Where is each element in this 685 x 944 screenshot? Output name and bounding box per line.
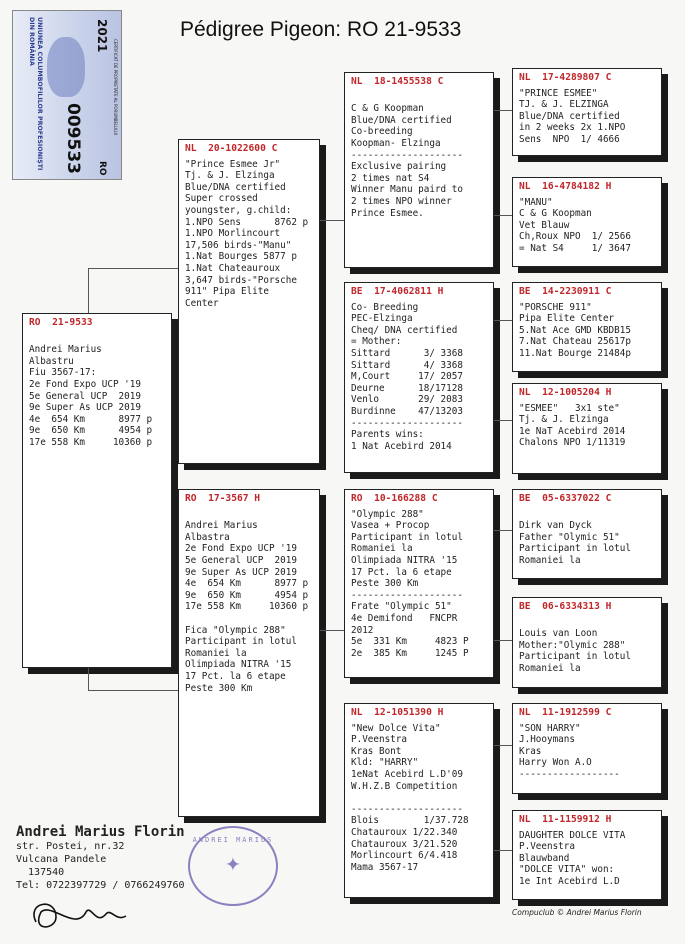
card-line: = Nat S4 1/ 3647 — [519, 242, 631, 254]
card-line: -------------------- — [351, 149, 463, 161]
pedigree-connector — [494, 420, 512, 421]
pedigree-card — [344, 703, 494, 898]
footer-credit: Compuclub © Andrei Marius Florin — [512, 908, 642, 917]
card-line: Harry Won A.O — [519, 757, 592, 769]
card-line: Prince Esmee. — [351, 207, 424, 219]
owner-name: Andrei Marius Florin — [16, 824, 185, 840]
card-line: Burdinne 47/13203 — [351, 405, 463, 417]
owner-line: Tel: 0722397729 / 0766249760 — [16, 880, 185, 891]
card-line: -------------------- — [351, 417, 463, 429]
card-line: 7.Nat Chateau 25617p — [519, 336, 631, 348]
ring-number: RO 21-9533 — [29, 317, 93, 328]
pedigree-card — [512, 282, 662, 372]
pedigree-card — [512, 68, 662, 156]
ring-number: BE 05-6337022 C — [519, 493, 612, 504]
card-line: Peste 300 Km — [351, 578, 419, 590]
card-line: Mama 3567-17 — [351, 861, 419, 873]
card-line: Olimpiada NITRA '15 — [351, 554, 458, 566]
card-line: youngster, g.child: — [185, 204, 292, 216]
card-line: Father "Olymic 51" — [519, 531, 620, 543]
pedigree-connector — [88, 268, 89, 313]
card-line: 3,647 birds-"Porsche — [185, 274, 297, 286]
card-line: = Mother: — [351, 336, 402, 348]
card-line: 2012 — [351, 624, 374, 636]
card-line: Participant in lotul — [519, 543, 631, 555]
ring-number: RO 10-166288 C — [351, 493, 438, 504]
card-line: 1.Nat Chateauroux — [185, 262, 281, 274]
card-line: "PORSCHE 911" — [519, 301, 592, 313]
stamp-org: UNIUNEA COLUMBOFILILOR PROFESIONIȘTI DIN ROMÂNIA — [28, 17, 43, 171]
pedigree-card — [178, 139, 320, 464]
ring-number: NL 12-1051390 H — [351, 707, 444, 718]
card-line: "SON HARRY" — [519, 722, 581, 734]
ring-number: BE 14-2230911 C — [519, 286, 612, 297]
card-line: "Prince Esmee Jr" — [185, 158, 281, 170]
card-line: 2e Fond Expo UCP '19 — [29, 378, 141, 390]
card-line: Blue/DNA certified — [519, 110, 620, 122]
card-line: Kras — [519, 745, 542, 757]
ring-number: NL 11-1159912 H — [519, 814, 612, 825]
ring-number: BE 06-6334313 H — [519, 601, 612, 612]
ring-number: RO 17-3567 H — [185, 493, 261, 504]
card-line: 1.Nat Bourges 5877 p — [185, 251, 297, 263]
card-line: 4e 654 Km 8977 p — [185, 578, 309, 590]
card-line: Vasea + Procop — [351, 520, 430, 532]
card-line: DAUGHTER DOLCE VITA — [519, 829, 626, 841]
card-line: Deurne 18/17128 — [351, 382, 463, 394]
card-line: Center — [185, 297, 219, 309]
card-line: Kras Bont — [351, 745, 402, 757]
card-line: 1eNat Acebird L.D'09 — [351, 768, 463, 780]
card-line: Parents wins: — [351, 429, 424, 441]
card-line: PEC-Elzinga — [351, 313, 413, 325]
card-line: Albastru — [29, 355, 74, 367]
pedigree-card — [512, 597, 662, 688]
card-line: ------------------ — [519, 768, 620, 780]
stamp-prefix: RO — [97, 161, 107, 176]
pedigree-card — [512, 703, 662, 794]
card-line: Cheq/ DNA certified — [351, 324, 458, 336]
pedigree-connector — [494, 745, 512, 746]
card-line: 17e 558 Km 10360 p — [29, 436, 153, 448]
pedigree-connector — [320, 220, 344, 221]
card-line: 2 times nat S4 — [351, 172, 430, 184]
card-line: Participant in lotul — [185, 636, 297, 648]
card-line: 17 Pct. la 6 etape — [185, 670, 286, 682]
pedigree-card — [344, 72, 494, 268]
ring-number: NL 16-4784182 H — [519, 181, 612, 192]
owner-seal — [188, 826, 278, 906]
card-line: Romaniei la — [519, 554, 581, 566]
card-line: Peste 300 Km — [185, 682, 253, 694]
card-line: Kld: "HARRY" — [351, 757, 419, 769]
pedigree-card — [512, 810, 662, 900]
seal-text: ANDREI MARIUS — [192, 836, 274, 844]
card-line — [351, 92, 487, 104]
card-line: Tj. & J. Elzinga — [185, 170, 275, 182]
card-line: Fiu 3567-17: — [29, 367, 97, 379]
card-line: 1 Nat Acebird 2014 — [351, 440, 452, 452]
pedigree-connector — [88, 268, 178, 269]
card-line: 9e 650 Km 4954 p — [185, 589, 309, 601]
card-line: 11.Nat Bourge 21484p — [519, 347, 631, 359]
pedigree-card — [344, 489, 494, 678]
card-line: Venlo 29/ 2083 — [351, 394, 463, 406]
card-line: Fica "Olympic 288" — [185, 624, 286, 636]
card-line: Koopman- Elzinga — [351, 137, 441, 149]
card-line: 9e Super As UCP 2019 — [29, 402, 141, 414]
card-line: "PRINCE ESMEE" — [519, 87, 598, 99]
pedigree-card — [344, 282, 494, 473]
card-line: Andrei Marius — [29, 344, 102, 356]
card-line: Sens NPO 1/ 4666 — [519, 133, 620, 145]
card-line: W.H.Z.B Competition — [351, 780, 458, 792]
card-line: Chatauroux 1/22.340 — [351, 826, 458, 838]
card-line: TJ. & J. ELZINGA — [519, 99, 609, 111]
card-line: 2e 385 Km 1245 P — [351, 647, 469, 659]
card-line: Blue/DNA certified — [351, 114, 452, 126]
card-line: Romaniei la — [519, 662, 581, 674]
card-line: 17e 558 Km 10360 p — [185, 601, 309, 613]
pedigree-connector — [88, 668, 89, 690]
card-line: Louis van Loon — [519, 628, 598, 640]
card-line: P.Veenstra — [351, 734, 407, 746]
card-line: 1.NPO Sens 8762 p — [185, 216, 309, 228]
card-line: Blauwband — [519, 852, 570, 864]
card-line: P.Veenstra — [519, 841, 575, 853]
card-line: 17 Pct. la 6 etape — [351, 566, 452, 578]
card-line: Co-breeding — [351, 126, 413, 138]
card-line: "ESMEE" 3x1 ste" — [519, 402, 620, 414]
card-line: Pipa Elite Center — [519, 313, 615, 325]
pedigree-connector — [494, 215, 512, 216]
pedigree-card — [178, 489, 320, 817]
stamp-serial: 009533 — [63, 103, 83, 174]
pedigree-connector — [494, 110, 512, 111]
card-line: 4e 654 Km 8977 p — [29, 413, 153, 425]
card-line: "DOLCE VITA" won: — [519, 864, 615, 876]
card-line: Romaniei la — [351, 543, 413, 555]
pedigree-connector — [88, 690, 178, 691]
pedigree-connector — [494, 640, 512, 641]
card-line: M,Court 17/ 2057 — [351, 371, 463, 383]
stamp-cert: CERTIFICAT DE PROPRIETATE AL PORUMBELULUI — [113, 39, 118, 136]
card-line: 5e 331 Km 4823 P — [351, 636, 469, 648]
card-line: -------------------- — [351, 803, 463, 815]
card-line: Vet Blauw — [519, 219, 570, 231]
card-line: "New Dolce Vita" — [351, 722, 441, 734]
card-line: 17,506 birds-"Manu" — [185, 239, 292, 251]
card-line: Exclusive pairing — [351, 161, 447, 173]
card-line: 4e Demifond FNCPR — [351, 612, 458, 624]
card-line: Super crossed — [185, 193, 258, 205]
pedigree-connector — [494, 850, 512, 851]
card-line: in 2 weeks 2x 1.NPO — [519, 122, 626, 134]
card-line: C & G Koopman — [351, 103, 424, 115]
card-line: Participant in lotul — [519, 651, 631, 663]
owner-block — [16, 824, 185, 938]
pedigree-card — [22, 313, 172, 668]
pedigree-connector — [320, 630, 344, 631]
pedigree-card — [512, 489, 662, 579]
card-line: 2e Fond Expo UCP '19 — [185, 543, 297, 555]
card-line: 1.NPO Morlincourt — [185, 228, 281, 240]
ring-number: NL 20-1022600 C — [185, 143, 278, 154]
card-line: 9e Super As UCP 2019 — [185, 566, 297, 578]
card-line: 911" Pipa Elite — [185, 286, 269, 298]
ring-number: NL 18-1455538 C — [351, 76, 444, 87]
card-line: Sittard 3/ 3368 — [351, 347, 463, 359]
card-line: Albastra — [185, 531, 230, 543]
card-line: "MANU" — [519, 196, 553, 208]
card-line: Mother:"Olymic 288" — [519, 639, 626, 651]
ring-number: NL 12-1005204 H — [519, 387, 612, 398]
card-line: Olimpiada NITRA '15 — [185, 659, 292, 671]
card-line: Morlincourt 6/4.418 — [351, 850, 458, 862]
card-line: Blois 1/37.728 — [351, 815, 469, 827]
card-line: 5.Nat Ace GMD KBDB15 — [519, 324, 631, 336]
card-line: Ch,Roux NPO 1/ 2566 — [519, 231, 631, 243]
seal-pigeon-icon: ✦ — [225, 848, 241, 878]
owner-line: str. Postei, nr.32 — [16, 841, 125, 852]
card-line: Andrei Marius — [185, 520, 258, 532]
owner-line: Vulcana Pandele — [16, 854, 107, 865]
owner-line: 137540 — [16, 867, 65, 878]
pedigree-card — [512, 177, 662, 267]
certificate-stamp — [12, 10, 122, 180]
card-line: C & G Koopman — [519, 208, 592, 220]
page-title: Pédigree Pigeon: RO 21-9533 — [180, 18, 462, 41]
card-line: J.Hooymans — [519, 734, 575, 746]
card-line: Co- Breeding — [351, 301, 419, 313]
card-line: Tj. & J. Elzinga — [519, 414, 609, 426]
card-line: -------------------- — [351, 589, 463, 601]
card-line: Frate "Olympic 51" — [351, 601, 452, 613]
ring-number: BE 17-4062811 H — [351, 286, 444, 297]
signature-icon — [16, 892, 156, 938]
ring-number: NL 11-1912599 C — [519, 707, 612, 718]
card-line: 2 times NPO winner — [351, 195, 452, 207]
pedigree-connector — [494, 320, 512, 321]
card-line: Participant in lotul — [351, 531, 463, 543]
card-line: Romaniei la — [185, 647, 247, 659]
card-line — [519, 509, 655, 521]
card-line: 9e 650 Km 4954 p — [29, 425, 153, 437]
card-line — [185, 613, 313, 625]
card-line — [519, 617, 655, 629]
card-line: Blue/DNA certified — [185, 181, 286, 193]
stamp-year: 2021 — [95, 19, 109, 53]
pedigree-connector — [494, 530, 512, 531]
card-line — [29, 333, 165, 345]
card-line: 1e NaT Acebird 2014 — [519, 425, 626, 437]
card-line: 5e General UCP 2019 — [185, 554, 297, 566]
card-line — [351, 792, 487, 804]
card-line: 1e Int Acebird L.D — [519, 875, 620, 887]
card-line: 5e General UCP 2019 — [29, 390, 141, 402]
card-line: Chalons NPO 1/11319 — [519, 437, 626, 449]
card-line — [185, 509, 313, 521]
ring-number: NL 17-4289807 C — [519, 72, 612, 83]
card-line: Winner Manu paird to — [351, 184, 463, 196]
card-line: Dirk van Dyck — [519, 520, 592, 532]
pedigree-card — [512, 383, 662, 474]
card-line: Sittard 4/ 3368 — [351, 359, 463, 371]
card-line: Chatauroux 3/21.520 — [351, 838, 458, 850]
card-line: "Olympic 288" — [351, 508, 424, 520]
pigeon-logo-icon — [47, 37, 85, 97]
